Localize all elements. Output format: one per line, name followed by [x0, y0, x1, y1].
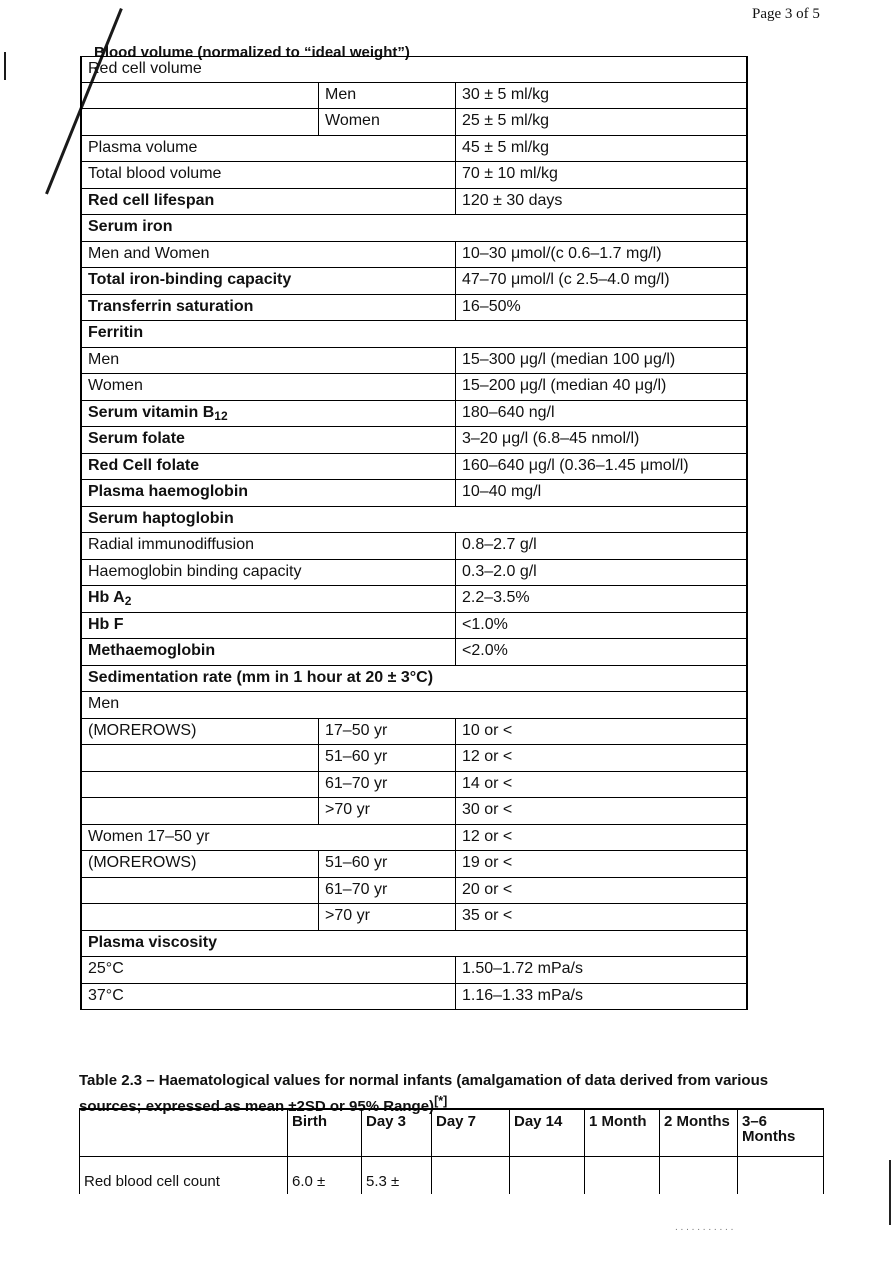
- row-label: [82, 851, 196, 877]
- row-label: [82, 454, 199, 480]
- row-label: [82, 57, 202, 82]
- row-label: [82, 825, 210, 851]
- reference-values-table: [80, 56, 748, 1010]
- column-header: [79, 1110, 287, 1156]
- table-row: [82, 666, 746, 693]
- row-label: [82, 586, 131, 612]
- row-value: 20 or <: [455, 878, 512, 904]
- row-value: 0.8–2.7 g/l: [455, 533, 537, 559]
- table-cell: [737, 1156, 824, 1194]
- row-value: 30 ± 5 ml/kg: [455, 83, 549, 109]
- row-label: [82, 215, 172, 241]
- table-cell: Red blood cell count: [79, 1156, 287, 1194]
- row-value: 45 ± 5 ml/kg: [455, 136, 549, 162]
- row-value: 47–70 μmol/l (c 2.5–4.0 mg/l): [455, 268, 670, 294]
- table-row: [82, 533, 746, 560]
- table-row: [82, 931, 746, 958]
- row-subgroup: Women: [318, 109, 380, 135]
- table-row: [82, 798, 746, 825]
- row-label-text: Plasma viscosity: [88, 933, 217, 951]
- row-label: [82, 321, 143, 347]
- table-row: [82, 904, 746, 931]
- table-row: [82, 321, 746, 348]
- row-value: 10–30 μmol/(c 0.6–1.7 mg/l): [455, 242, 662, 268]
- row-label: [82, 772, 88, 798]
- row-label: [82, 613, 124, 639]
- row-label-text: Sedimentation rate (mm in 1 hour at 20 ± 3°C): [88, 668, 434, 686]
- row-label-text: Red cell volume: [88, 60, 202, 77]
- row-label: [82, 931, 217, 957]
- column-header: Day 3: [361, 1110, 431, 1156]
- row-label-text: Serum iron: [88, 218, 173, 235]
- row-value: 19 or <: [455, 851, 512, 877]
- row-label-text: Red Cell folate: [88, 456, 200, 474]
- infant-values-table: [79, 1108, 824, 1194]
- table-row: [82, 851, 746, 878]
- column-header: Birth: [287, 1110, 361, 1156]
- table-row: [82, 825, 746, 852]
- row-label-text: Haemoglobin binding capacity: [88, 562, 302, 580]
- table-row: [82, 586, 746, 613]
- table-row: [82, 83, 746, 110]
- table-row: [82, 507, 746, 534]
- row-label-text: Women 17–50 yr: [88, 827, 210, 845]
- row-value: 30 or <: [455, 798, 512, 824]
- row-label-text: Men: [88, 695, 120, 712]
- row-label-text: Men and Women: [88, 244, 210, 262]
- row-label: [82, 162, 221, 188]
- row-value: 35 or <: [455, 904, 512, 930]
- column-header: Day 7: [431, 1110, 509, 1156]
- row-value: 2.2–3.5%: [455, 586, 530, 612]
- row-value: 25 ± 5 ml/kg: [455, 109, 549, 135]
- row-label: [82, 666, 433, 692]
- table-row: [82, 295, 746, 322]
- row-label-text: Women: [88, 377, 143, 394]
- table-row: [82, 109, 746, 136]
- row-label: [82, 189, 214, 215]
- table-cell: [431, 1156, 509, 1194]
- table-row: [82, 189, 746, 216]
- table-row: [82, 639, 746, 666]
- caption-reference: [*]: [434, 1094, 448, 1108]
- row-label: [82, 348, 119, 374]
- row-subgroup: 61–70 yr: [318, 878, 387, 904]
- row-label-text: (MOREROWS): [88, 721, 197, 739]
- row-label-text: (MOREROWS): [88, 854, 197, 871]
- row-label: [82, 136, 197, 162]
- row-label-text: Total iron-binding capacity: [88, 271, 292, 288]
- row-label: [82, 242, 210, 268]
- row-label: [82, 957, 124, 983]
- row-subgroup: >70 yr: [318, 798, 370, 824]
- table-row: [82, 878, 746, 905]
- row-label: [82, 878, 88, 904]
- row-subgroup: >70 yr: [318, 904, 370, 930]
- row-label-text: Hb F: [88, 615, 124, 633]
- row-subgroup: 51–60 yr: [318, 851, 387, 877]
- table-cell: [509, 1156, 584, 1194]
- table-row: [82, 374, 746, 401]
- row-value: 0.3–2.0 g/l: [455, 560, 537, 586]
- table-row: [82, 215, 746, 242]
- row-label-text: Plasma haemoglobin: [88, 483, 249, 500]
- row-label: [82, 904, 88, 930]
- row-label: [82, 533, 254, 559]
- table-row: [82, 692, 746, 719]
- row-value: 12 or <: [455, 745, 512, 771]
- infant-table-header: [79, 1108, 824, 1157]
- row-subgroup: 61–70 yr: [318, 772, 387, 798]
- column-header: Day 14: [509, 1110, 584, 1156]
- row-value: 3–20 μg/l (6.8–45 nmol/l): [455, 427, 639, 453]
- row-label-text: Red cell lifespan: [88, 191, 215, 209]
- row-value: 1.50–1.72 mPa/s: [455, 957, 583, 983]
- column-header: 1 Month: [584, 1110, 659, 1156]
- row-label-text: Radial immunodiffusion: [88, 536, 255, 553]
- table-row: [82, 745, 746, 772]
- table-row: [82, 560, 746, 587]
- row-value: 120 ± 30 days: [455, 189, 562, 215]
- table-row: [82, 162, 746, 189]
- row-label: [82, 480, 248, 506]
- row-label-text: 37°C: [88, 986, 124, 1004]
- column-header: 2 Months: [659, 1110, 737, 1156]
- table-cell: 5.3 ±: [361, 1156, 431, 1194]
- table-row: [82, 427, 746, 454]
- column-header: 3–6 Months: [737, 1110, 824, 1156]
- table-row: [82, 242, 746, 269]
- row-value: 15–200 μg/l (median 40 μg/l): [455, 374, 666, 400]
- table-row: [82, 957, 746, 984]
- table-cell: [584, 1156, 659, 1194]
- table-row: [82, 136, 746, 163]
- row-label: [82, 109, 88, 135]
- row-label-text: Serum vitamin B: [88, 403, 215, 421]
- row-label-text: Serum haptoglobin: [88, 509, 234, 527]
- row-value: 10–40 mg/l: [455, 480, 541, 506]
- table-row: [82, 719, 746, 746]
- row-label: [82, 745, 88, 771]
- table-row: [79, 1156, 824, 1194]
- row-value: <1.0%: [455, 613, 508, 639]
- table-cell: 6.0 ±: [287, 1156, 361, 1194]
- row-label-text: Methaemoglobin: [88, 642, 216, 659]
- scan-artifact-line-2: [4, 52, 6, 80]
- row-label: [82, 83, 88, 109]
- row-label: [82, 268, 291, 294]
- row-label: [82, 984, 124, 1010]
- scan-edge-mark: [889, 1160, 891, 1225]
- row-label-text: Transferrin saturation: [88, 297, 254, 315]
- row-label-subscript: 12: [214, 408, 228, 423]
- row-value: 180–640 ng/l: [455, 401, 555, 427]
- row-label-text: Total blood volume: [88, 165, 222, 182]
- table-row: [82, 348, 746, 375]
- row-label: [82, 507, 234, 533]
- row-value: 16–50%: [455, 295, 521, 321]
- row-label: [82, 374, 143, 400]
- row-value: 1.16–1.33 mPa/s: [455, 984, 583, 1010]
- row-label: [82, 639, 215, 665]
- row-label: [82, 560, 301, 586]
- table-row: [82, 268, 746, 295]
- table-row: [82, 56, 746, 83]
- footer-smudge: . . . . . . . . . . .: [675, 1222, 734, 1233]
- row-label: [82, 798, 88, 824]
- row-value: 160–640 μg/l (0.36–1.45 μmol/l): [455, 454, 689, 480]
- row-label: [82, 692, 119, 718]
- table-row: [82, 454, 746, 481]
- row-subgroup: Men: [318, 83, 356, 109]
- table-row: [82, 984, 746, 1011]
- row-label-text: Hb A: [88, 589, 125, 606]
- row-value: 14 or <: [455, 772, 512, 798]
- row-label-text: Men: [88, 350, 120, 368]
- row-label: [82, 719, 196, 745]
- table-2-3-caption-text: Table 2.3 – Haematological values for normal infants (amalgamation of data derived from various sources; expressed as mean ±2SD or 95% Range): [79, 1072, 769, 1115]
- row-value: 12 or <: [455, 825, 512, 851]
- row-label-text: Serum folate: [88, 430, 185, 447]
- row-value: 15–300 μg/l (median 100 μg/l): [455, 348, 675, 374]
- row-label: [82, 427, 185, 453]
- table-row: [82, 772, 746, 799]
- table-cell: [659, 1156, 737, 1194]
- row-label-text: Ferritin: [88, 324, 144, 341]
- table-row: [82, 401, 746, 428]
- row-value: 10 or <: [455, 719, 512, 745]
- row-label-subscript: 2: [124, 594, 132, 608]
- table-row: [82, 480, 746, 507]
- row-label: [82, 295, 253, 321]
- row-value: <2.0%: [455, 639, 508, 665]
- blood-volume-title: Blood volume (normalized to “ideal weight”): [94, 44, 410, 61]
- row-label-text: Plasma volume: [88, 138, 198, 156]
- page-number: Page 3 of 5: [752, 6, 820, 22]
- row-label-text: 25°C: [88, 960, 124, 977]
- row-value: 70 ± 10 ml/kg: [455, 162, 558, 188]
- row-subgroup: 51–60 yr: [318, 745, 387, 771]
- row-subgroup: 17–50 yr: [318, 719, 387, 745]
- row-label: [82, 401, 228, 427]
- table-row: [82, 613, 746, 640]
